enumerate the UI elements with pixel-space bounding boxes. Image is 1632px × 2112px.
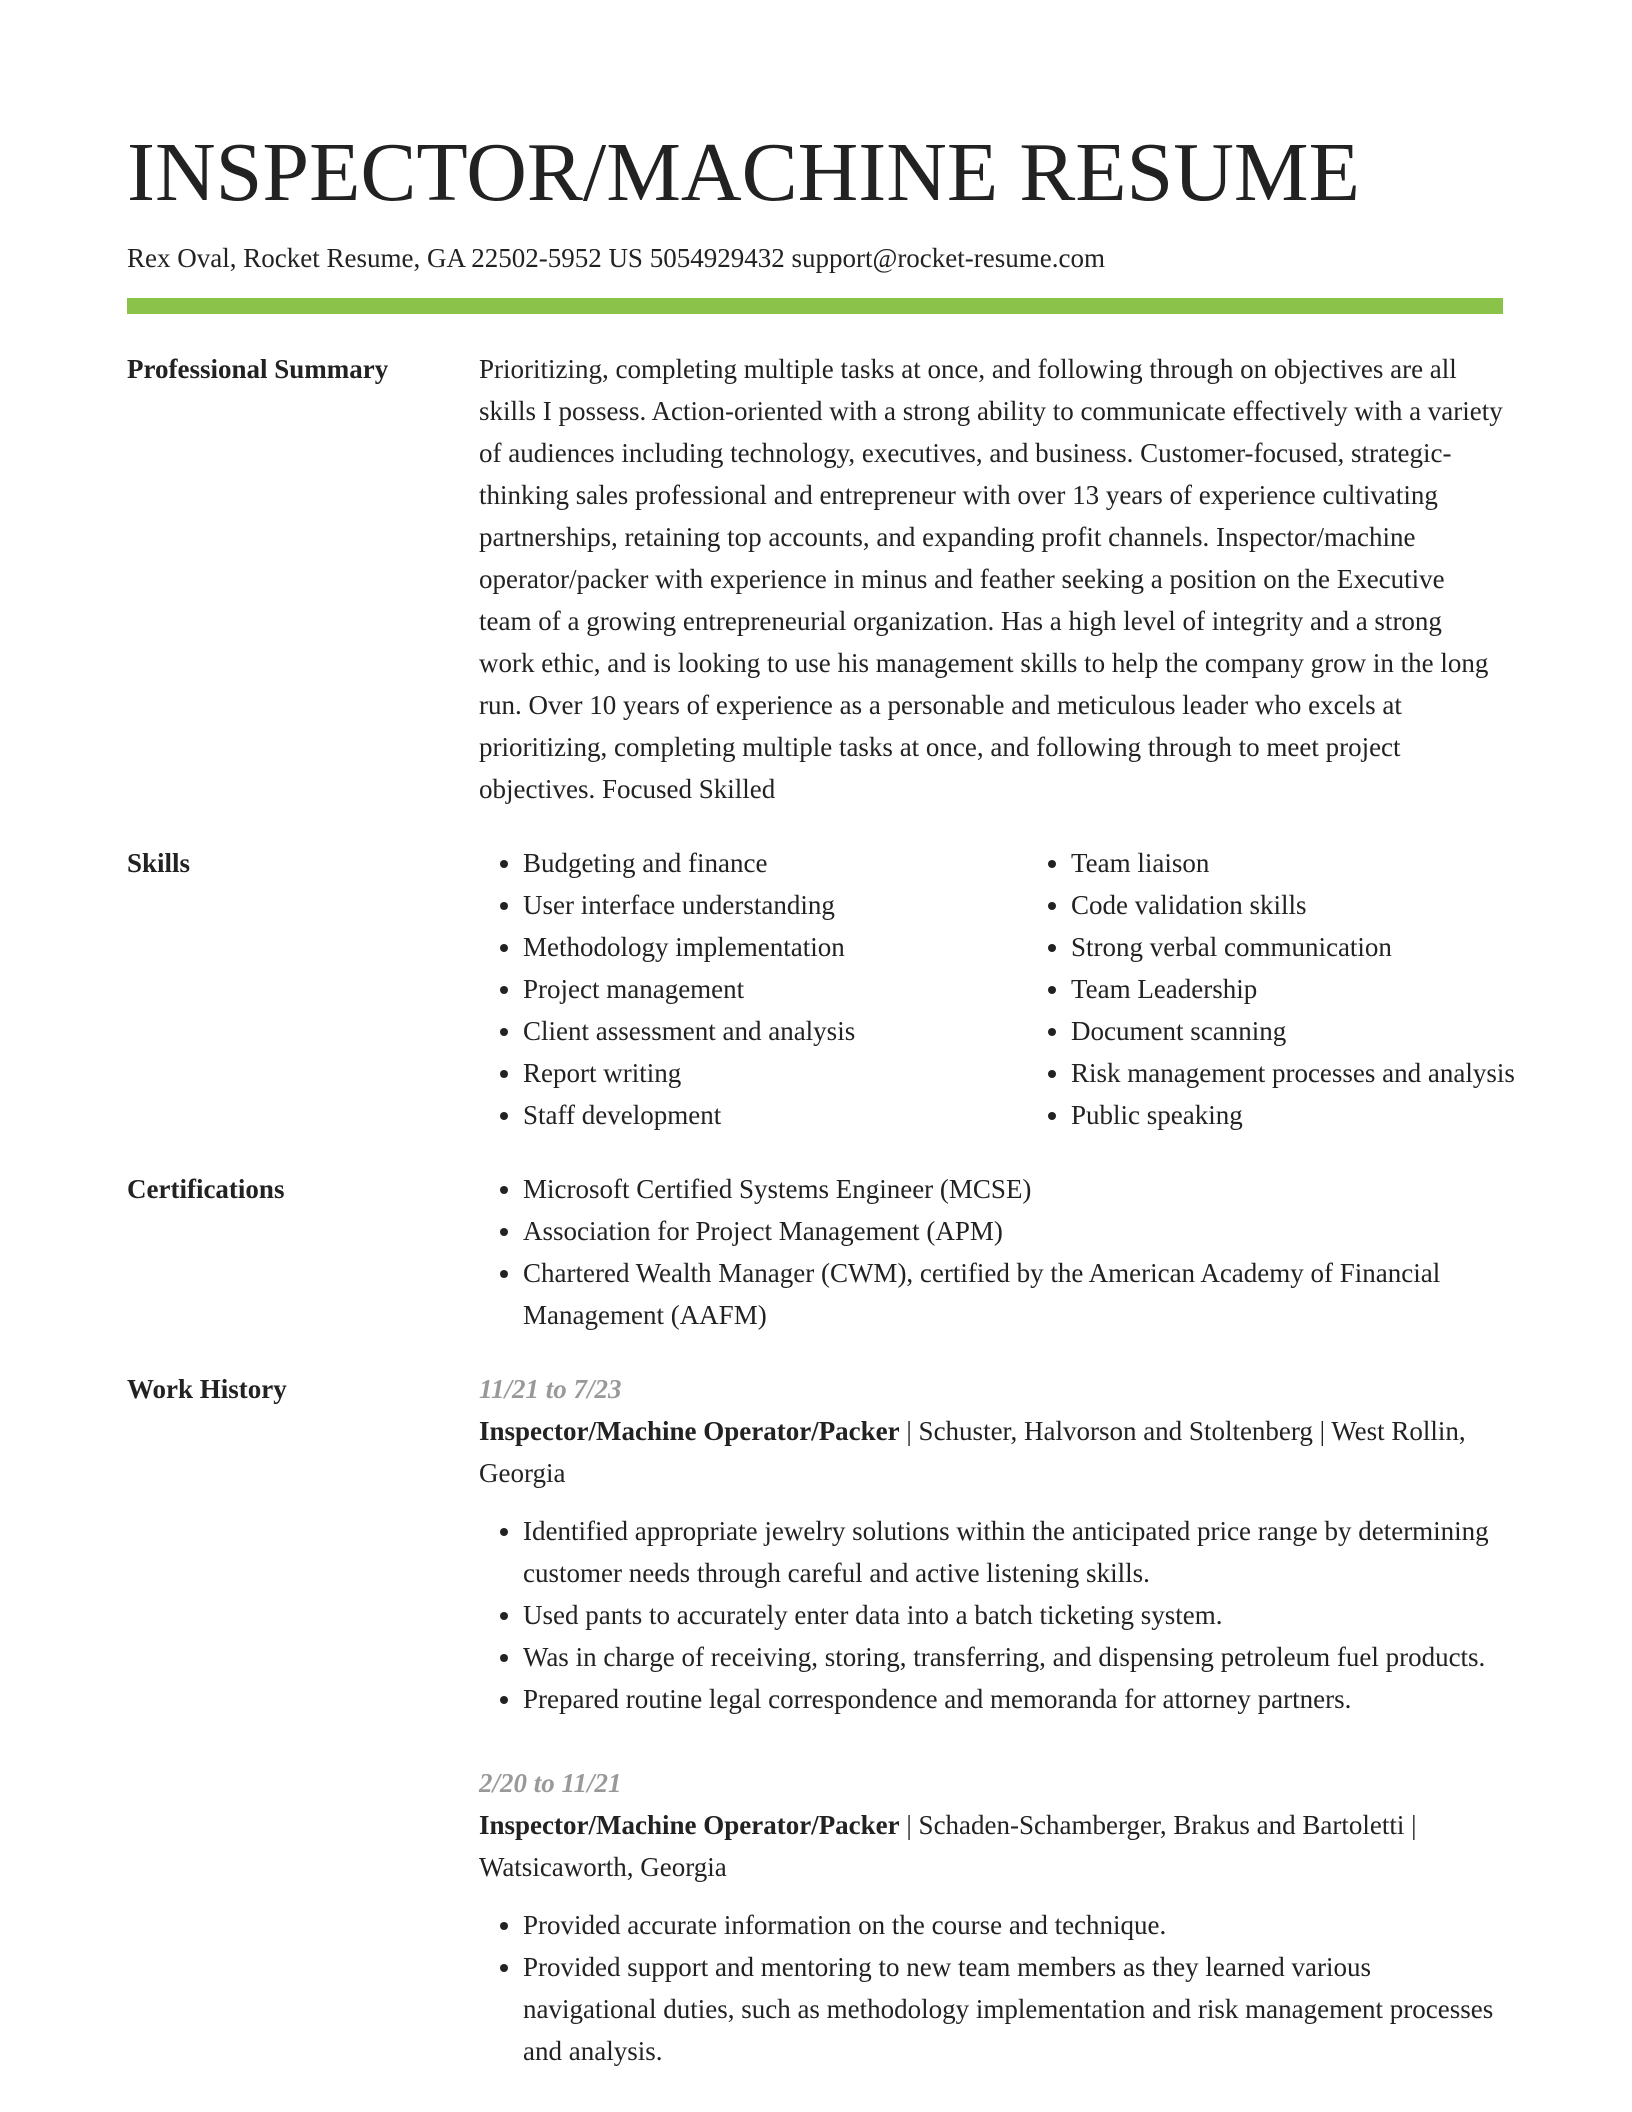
section-label-summary: Professional Summary (127, 354, 389, 384)
job-bullets (479, 1904, 1503, 2072)
skill-item: • Budgeting and finance (523, 842, 1027, 884)
header-divider (127, 298, 1503, 314)
certification-item: • Association for Project Management (APM) (523, 1210, 1503, 1252)
section-label-certifications: Certifications (127, 1174, 285, 1204)
skill-item: • Code validation skills (1071, 884, 1591, 926)
job-bullet: • Identified appropriate jewelry solutions within the anticipated price range by determining customer needs through careful and active listening skills. (523, 1510, 1503, 1594)
skill-item: • Risk management processes and analysis (1071, 1052, 1591, 1094)
skills-list-right (1027, 842, 1591, 1136)
skill-item: • Team liaison (1071, 842, 1591, 884)
job-heading (479, 1804, 1503, 1888)
job-dates: 2/20 to 11/21 (479, 1768, 622, 1798)
job-bullet: • Was in charge of receiving, storing, transferring, and dispensing petroleum fuel products. (523, 1636, 1503, 1678)
summary-text: Prioritizing, completing multiple tasks at once, and following through on objectives are all skills I possess. Action-oriented with a strong ability to communicate effectively with a variety of audiences including technology, executives, and business. Customer-focused, strategic-thinking sales professional and entrepreneur with over 13 years of experience cultivating partnerships, retaining top accounts, and expanding profit channels. Inspector/machine operator/packer with experience in minus and feather seeking a position on the Executive team of a growing entrepreneurial organization. Has a high level of integrity and a strong work ethic, and is looking to use his management skills to help the company grow in the long run. Over 10 years of experience as a personable and meticulous leader who excels at prioritizing, completing multiple tasks at once, and following through to meet project objectives. Focused Skilled (479, 354, 1503, 804)
section-certifications (127, 1168, 1503, 1336)
job-title: Inspector/Machine Operator/Packer (479, 1810, 900, 1840)
certifications-body (479, 1168, 1503, 1336)
skill-item: • Report writing (523, 1052, 1027, 1094)
skill-item: • Client assessment and analysis (523, 1010, 1027, 1052)
section-professional-summary (127, 348, 1503, 810)
skills-list-left (479, 842, 1027, 1136)
job-details: | Schuster, Halvorson and Stoltenberg | West Rollin, Georgia (479, 1416, 1466, 1488)
job-title: Inspector/Machine Operator/Packer (479, 1416, 900, 1446)
section-work-history (127, 1368, 1503, 2072)
job-entry (479, 1368, 1503, 1720)
skill-item: • Document scanning (1071, 1010, 1591, 1052)
skill-item: • Project management (523, 968, 1027, 1010)
job-bullets (479, 1510, 1503, 1720)
job-dates: 11/21 to 7/23 (479, 1374, 622, 1404)
certification-item: • Microsoft Certified Systems Engineer (MCSE) (523, 1168, 1503, 1210)
job-bullet: • Provided accurate information on the course and technique. (523, 1904, 1503, 1946)
contact-info: Rex Oval, Rocket Resume, GA 22502-5952 US 5054929432 support@rocket-resume.com (127, 243, 1105, 273)
skill-item: • User interface understanding (523, 884, 1027, 926)
job-details: | Schaden-Schamberger, Brakus and Bartoletti | Watsicaworth, Georgia (479, 1810, 1417, 1882)
job-bullet: • Provided support and mentoring to new team members as they learned various navigational duties, such as methodology implementation and risk management processes and analysis. (523, 1946, 1503, 2072)
resume-page (127, 0, 1515, 2072)
job-bullet: • Prepared routine legal correspondence and memoranda for attorney partners. (523, 1678, 1503, 1720)
section-label-work-history: Work History (127, 1374, 287, 1404)
skill-item: • Strong verbal communication (1071, 926, 1591, 968)
skill-item: • Staff development (523, 1094, 1027, 1136)
skills-columns (479, 842, 1591, 1136)
work-history-body (479, 1368, 1503, 2072)
job-heading (479, 1410, 1503, 1494)
section-label-skills: Skills (127, 848, 191, 878)
section-skills (127, 842, 1515, 1136)
certifications-list (479, 1168, 1503, 1336)
job-bullet: • Used pants to accurately enter data into a batch ticketing system. (523, 1594, 1503, 1636)
certification-item: • Chartered Wealth Manager (CWM), certified by the American Academy of Financial Management (AAFM) (523, 1252, 1503, 1336)
resume-title: INSPECTOR/MACHINE RESUME (127, 126, 1360, 219)
skill-item: • Team Leadership (1071, 968, 1591, 1010)
skill-item: • Public speaking (1071, 1094, 1591, 1136)
job-entry (479, 1762, 1503, 2072)
skill-item: • Methodology implementation (523, 926, 1027, 968)
